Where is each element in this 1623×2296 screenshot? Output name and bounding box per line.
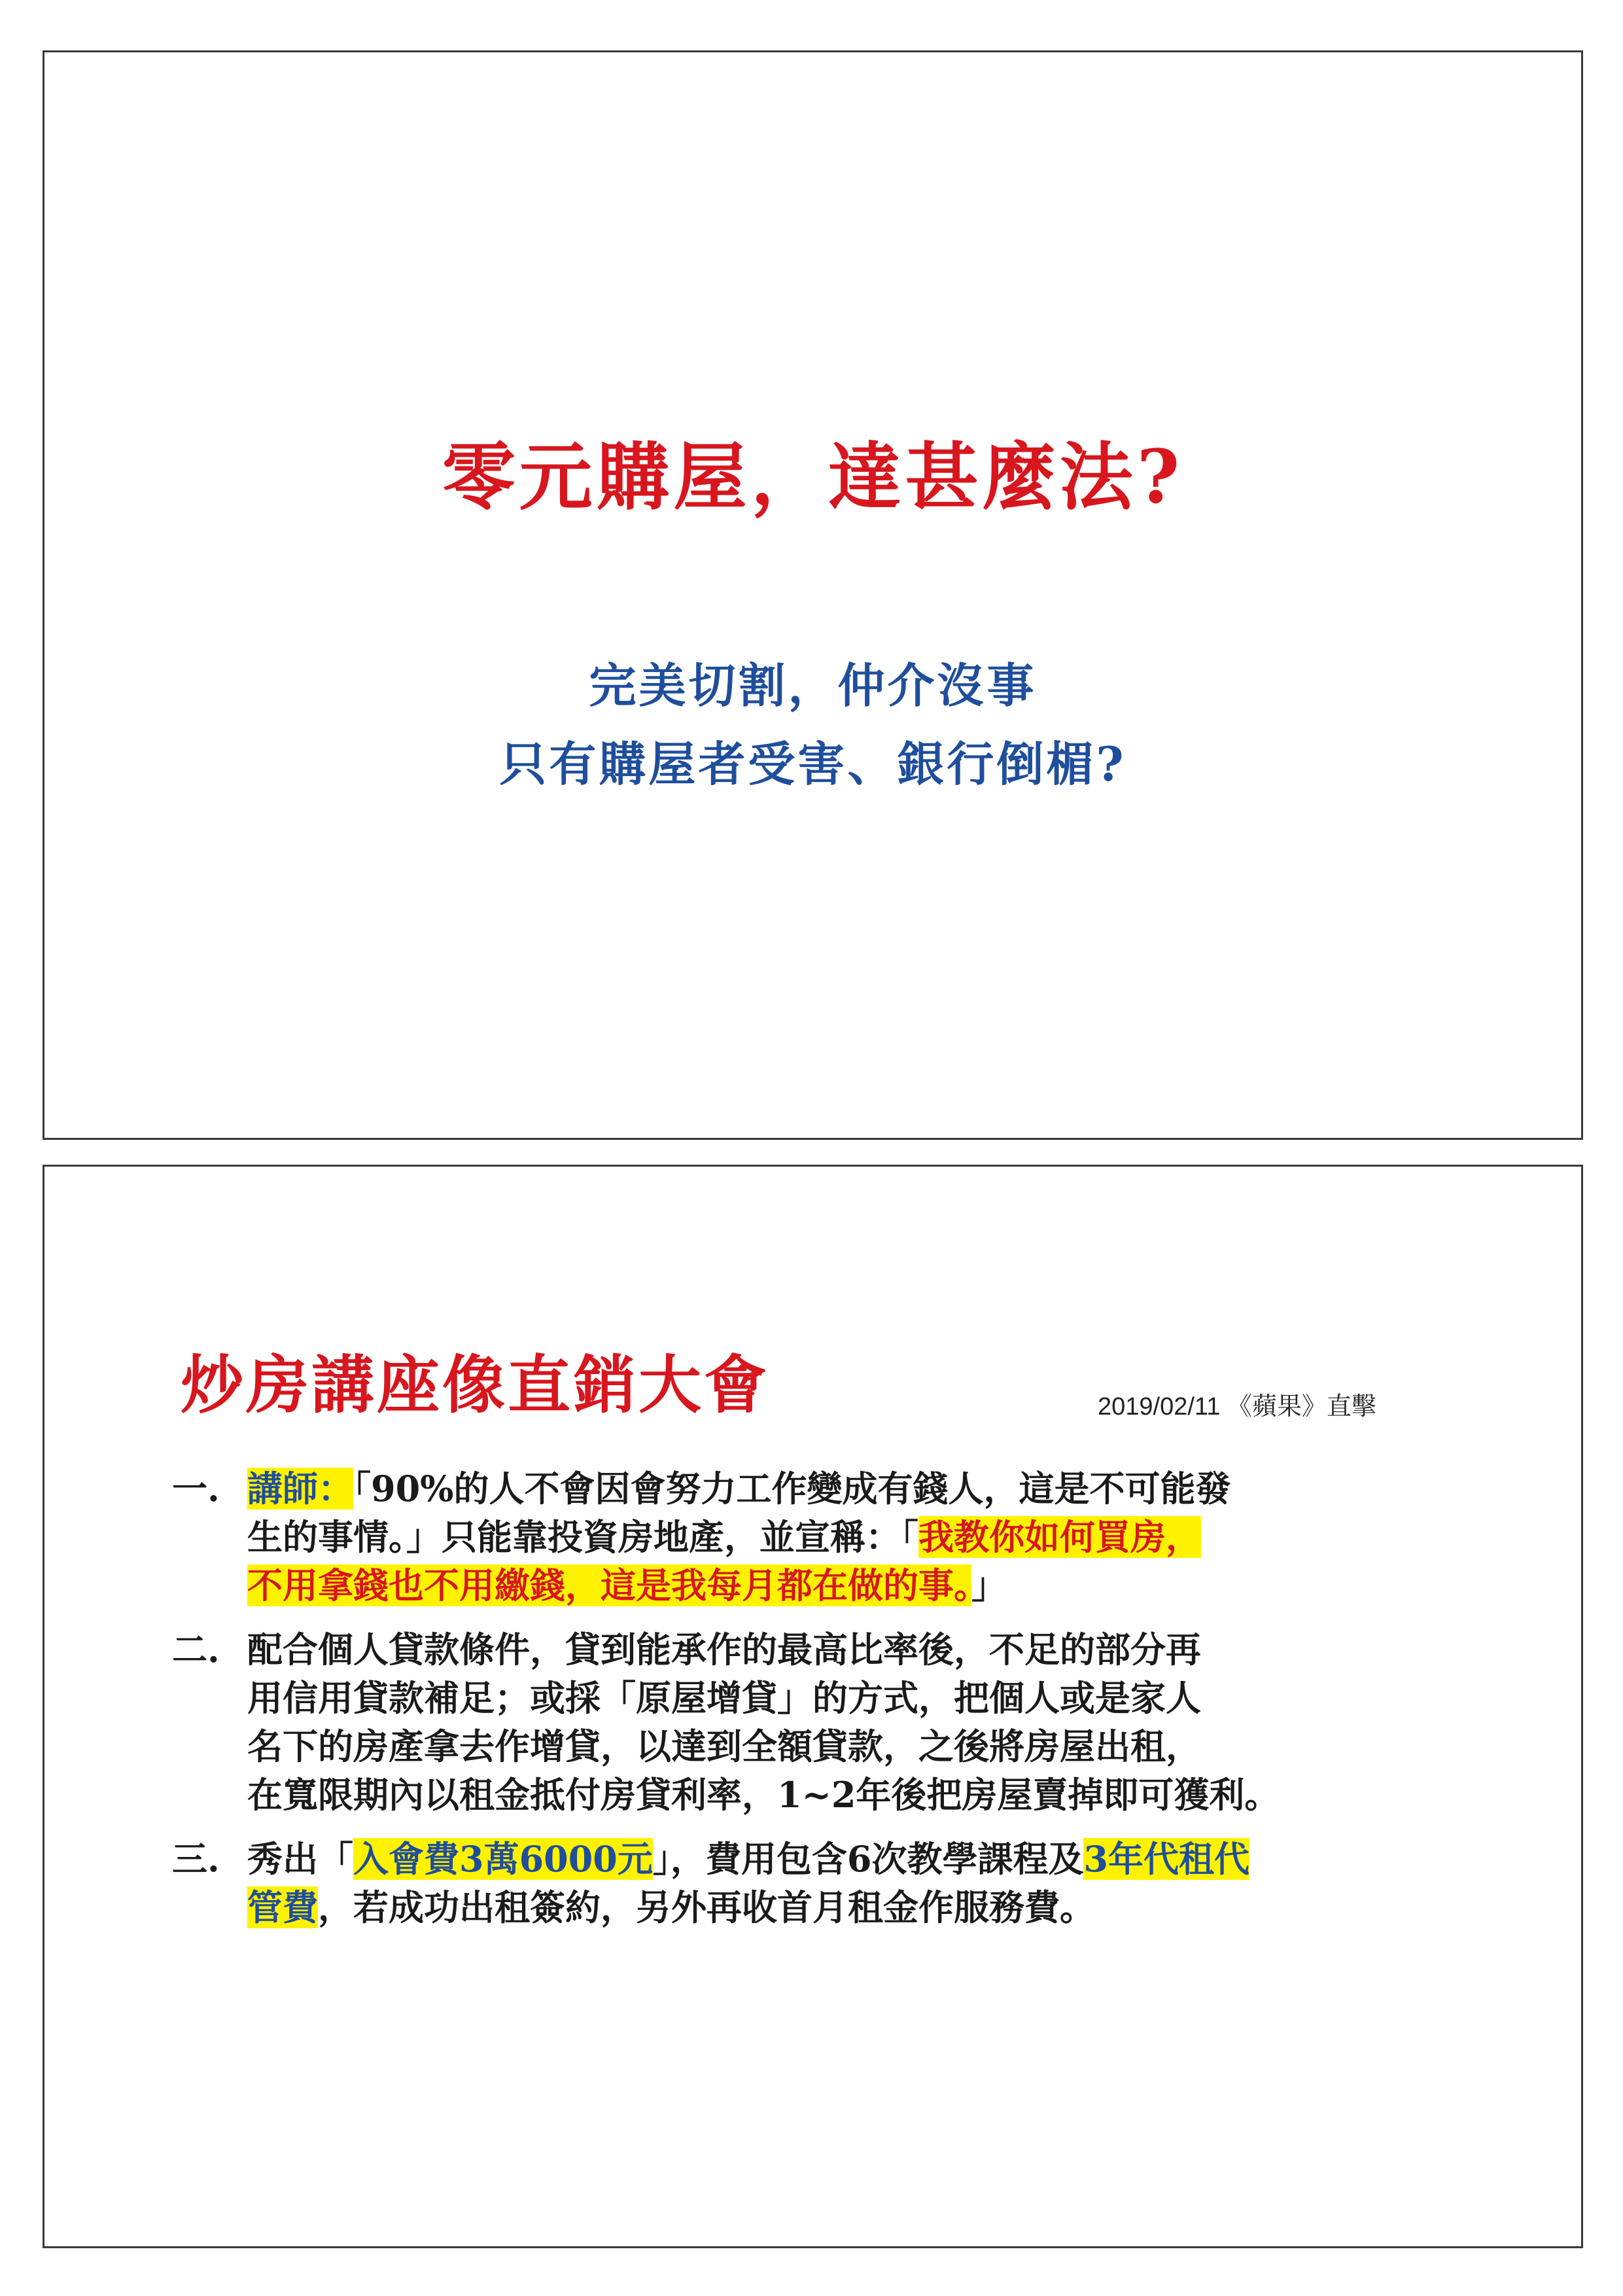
slide-2-title: 炒房講座像直銷大會: [181, 1348, 769, 1422]
slide-2-source: 2019/02/11 《蘋果》直擊: [1098, 1393, 1376, 1421]
text-line: 用信用貸款補足；或採「原屋增貸」的方式，把個人或是家人: [247, 1677, 1201, 1719]
slide-2-body: [172, 1464, 1533, 1947]
list-item-text: [247, 1625, 1533, 1819]
slide-1-subtitle-line-2: 只有購屋者受害、銀行倒楣?: [499, 736, 1126, 792]
list-item-number: 三.: [172, 1838, 220, 1880]
slide-1-subtitle-line-1: 完美切割，仲介沒事: [589, 658, 1037, 713]
list-item-text: [247, 1835, 1533, 1932]
highlight-management-fee: 3年代租代: [1083, 1838, 1250, 1880]
text-run: 秀出「: [247, 1838, 353, 1880]
highlight-quote: 我教你如何買房，: [918, 1516, 1201, 1558]
text-line: [247, 1561, 1533, 1610]
text-run: 「90%的人不會因會努力工作變成有錢人，這是不可能發: [353, 1468, 1231, 1510]
list-item-number: 一.: [172, 1468, 220, 1510]
text-line: 名下的房產拿去作增貸，以達到全額貸款，之後將房屋出租，: [247, 1725, 1201, 1767]
highlight-fee: 入會費3萬6000元: [353, 1838, 653, 1880]
text-run: 生的事情。」只能靠投資房地產，並宣稱：「: [247, 1516, 918, 1558]
slide-1-title: 零元購屋，達甚麼法?: [442, 434, 1184, 520]
highlight-quote: 不用拿錢也不用繳錢，這是我每月都在做的事。: [247, 1564, 971, 1606]
text-line: [247, 1835, 1533, 1883]
list-item-2: [172, 1625, 1533, 1819]
text-line: [247, 1883, 1533, 1932]
text-line: 在寬限期內以租金抵付房貸利率，1~2年後把房屋賣掉即可獲利。: [247, 1774, 1280, 1816]
list-item-1: [172, 1464, 1533, 1610]
list-item-3: [172, 1835, 1533, 1932]
text-line: [247, 1464, 1533, 1513]
highlight-management-fee: 管費: [247, 1886, 318, 1928]
list-item-text: [247, 1464, 1533, 1610]
highlight-speaker: 講師：: [247, 1468, 353, 1510]
text-run: ，若成功出租簽約，另外再收首月租金作服務費。: [318, 1886, 1095, 1928]
text-line: 配合個人貸款條件，貸到能承作的最高比率後，不足的部分再: [247, 1629, 1201, 1670]
slide-1: [43, 50, 1583, 1140]
slide-2: [43, 1165, 1583, 2248]
list-item-number: 二.: [172, 1629, 220, 1670]
text-line: [247, 1513, 1533, 1561]
text-run: 」: [971, 1564, 1007, 1606]
text-run: 」，費用包含6次教學課程及: [652, 1838, 1084, 1880]
